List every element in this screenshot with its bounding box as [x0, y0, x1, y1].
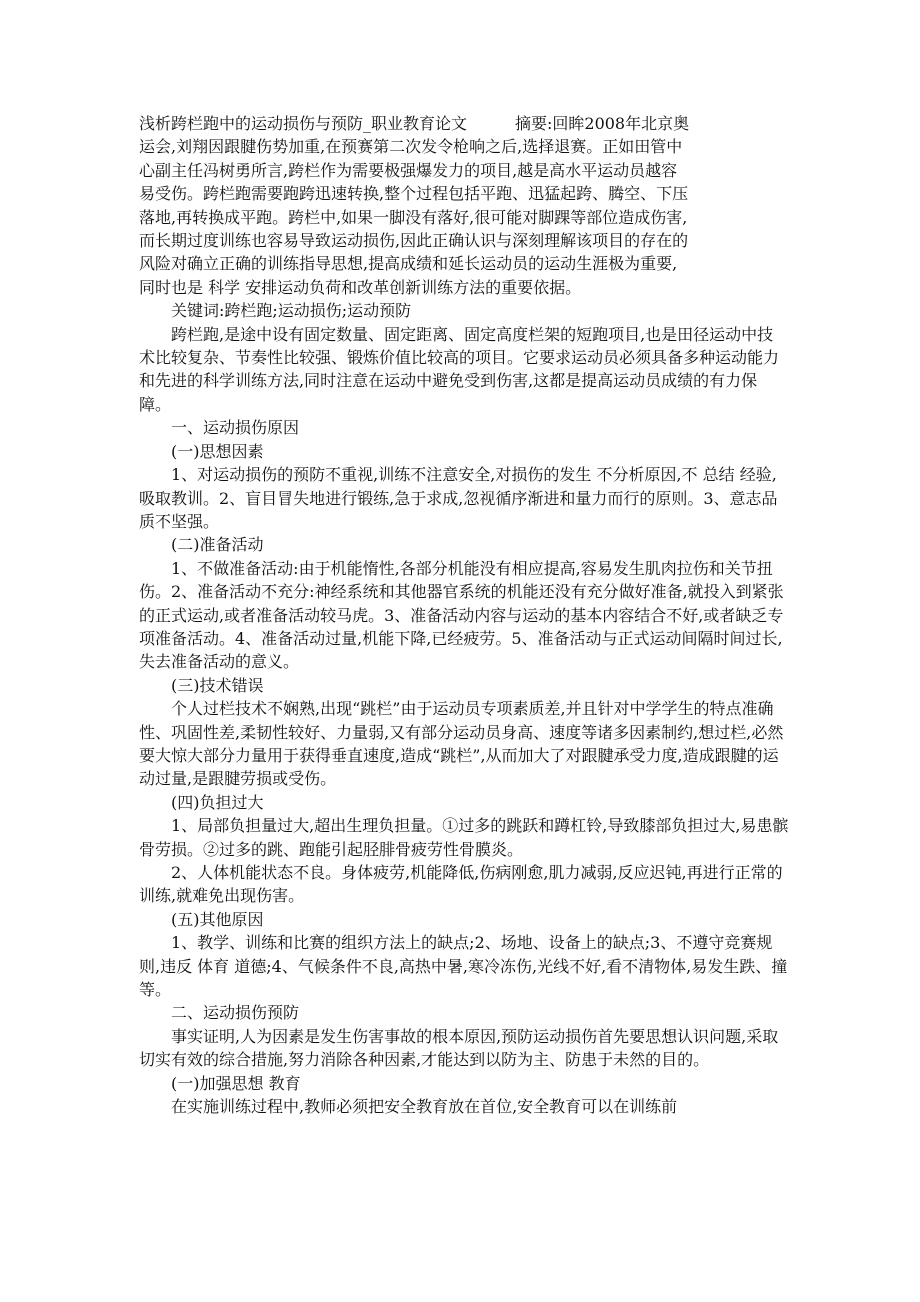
- abstract-line: 易受伤。跨栏跑需要跑跨迅速转换,整个过程包括平跑、迅猛起跨、腾空、下压: [139, 184, 689, 204]
- abstract-line: 心副主任冯树勇所言,跨栏作为需要极强爆发力的项目,越是高水平运动员越容: [139, 160, 678, 180]
- body-paragraph: 在实施训练过程中,教师必须把安全教育放在首位,安全教育可以在训练前: [171, 1097, 678, 1117]
- body-paragraph: 事实证明,人为因素是发生伤害事故的根本原因,预防运动损伤首先要思想认识问题,采取切实有效的综合措施,努力消除各种因素,才能达到以防为主、防患于未然的目的。: [139, 1026, 779, 1070]
- subsection-heading: (二)准备活动: [171, 535, 264, 555]
- intro-paragraph: 跨栏跑,是途中设有固定数量、固定距离、固定高度栏架的短跑项目,也是田径运动中技术比较复杂、节奏性比较强、锻炼价值比较高的项目。它要求运动员必须具备多种运动能力和先进的科学训练方法,同时注意在运动中避免受到伤害,这都是提高运动员成绩的有力保障。: [139, 324, 780, 414]
- body-paragraph: 1、教学、训练和比赛的组织方法上的缺点;2、场地、设备上的缺点;3、不遵守竞赛规则,违反 体育 道德;4、气候条件不良,高热中暑,寒冷冻伤,光线不好,看不清物体,易发生跌、撞等。: [139, 933, 788, 1000]
- section-heading: 一、运动损伤原因: [171, 418, 300, 438]
- keywords: 关键词:跨栏跑;运动损伤;运动预防: [171, 301, 412, 321]
- body-paragraph: 2、人体机能状态不良。身体疲劳,机能降低,伤病刚愈,肌力减弱,反应迟钝,再进行正常的训练,就难免出现伤害。: [139, 863, 783, 906]
- article-body: [139, 112, 789, 1118]
- abstract-line: 同时也是 科学 安排运动负荷和改革创新训练方法的重要依据。: [139, 277, 582, 297]
- subsection-heading: (一)加强思想 教育: [171, 1073, 301, 1093]
- body-paragraph: 1、不做准备活动:由于机能惰性,各部分机能没有相应提高,容易发生肌肉拉伤和关节扭伤。2、准备活动不充分:神经系统和其他器官系统的机能还没有充分做好准备,就投入到紧张的正式运动,或者准备活动较马虎。3、准备活动内容与运动的基本内容结合不好,或者缺乏专项准备活动。4、准备活动过量,机能下降,已经疲劳。5、准备活动与正式运动间隔时间过长,失去准备活动的意义。: [139, 558, 784, 672]
- body-paragraph: 1、对运动损伤的预防不重视,训练不注意安全,对损伤的发生 不分析原因,不 总结 经验,吸取教训。2、盲目冒失地进行锻练,急于求成,忽视循序渐进和量力而行的原则。3、意志品质不坚强。: [139, 465, 778, 531]
- subsection-heading: (五)其他原因: [171, 909, 264, 929]
- subsection-heading: (一)思想因素: [171, 441, 264, 461]
- body-paragraph: 1、局部负担量过大,超出生理负担量。①过多的跳跃和蹲杠铃,导致膝部负担过大,易患髌骨劳损。②过多的跳、跑能引起胫腓骨疲劳性骨膜炎。: [139, 816, 789, 859]
- abstract-line: 运会,刘翔因跟腱伤势加重,在预赛第二次发令枪响之后,选择退赛。正如田管中: [139, 137, 683, 157]
- abstract-line: 落地,再转换成平跑。跨栏中,如果一脚没有落好,很可能对脚踝等部位造成伤害,: [139, 207, 688, 227]
- abstract-line: 而长期过度训练也容易导致运动损伤,因此正确认识与深刻理解该项目的存在的: [139, 231, 689, 251]
- abstract-line: 风险对确立正确的训练指导思想,提高成绩和延长运动员的运动生涯极为重要,: [139, 254, 678, 274]
- section-heading: 二、运动损伤预防: [171, 1003, 300, 1023]
- subsection-heading: (四)负担过大: [171, 792, 264, 812]
- title-line: 浅析跨栏跑中的运动损伤与预防_职业教育论文 摘要:回眸2008年北京奥: [139, 114, 690, 133]
- subsection-heading: (三)技术错误: [171, 675, 264, 695]
- body-paragraph: 个人过栏技术不娴熟,出现“跳栏”由于运动员专项素质差,并且针对中学学生的特点准确性、巩固性差,柔韧性较好、力量弱,又有部分运动员身高、速度等诸多因素制约,想过栏,必然要大惊大部分力量用于获得垂直速度,造成“跳栏”,从而加大了对跟腱承受力度,造成跟腱的运动过量,是跟腱劳损或受伤。: [139, 699, 784, 789]
